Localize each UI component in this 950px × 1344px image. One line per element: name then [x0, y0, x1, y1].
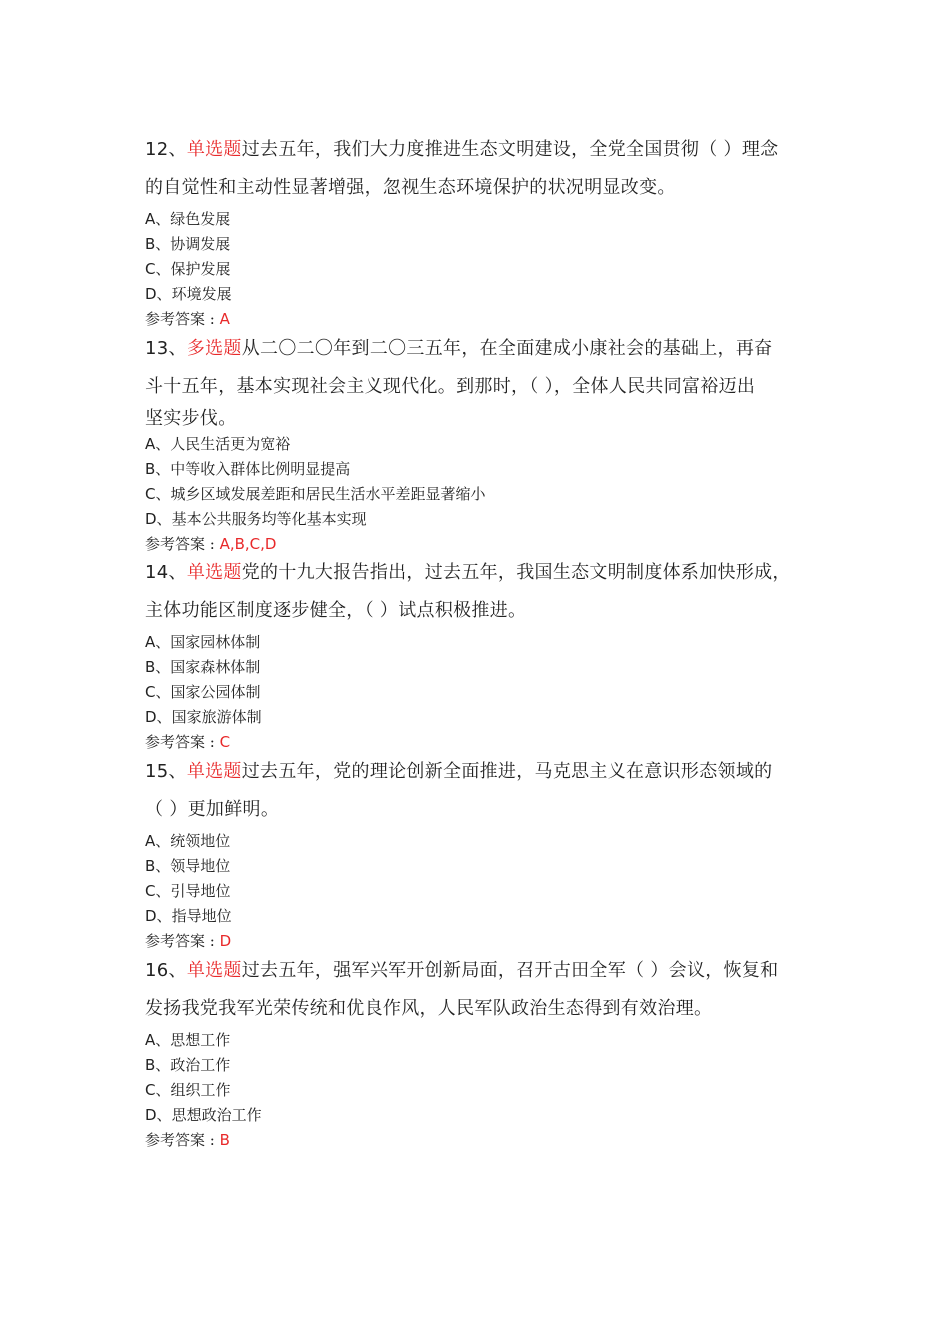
question-number: 16、: [145, 960, 187, 981]
option-letter: A、: [145, 210, 171, 228]
option-text: 国家森林体制: [170, 658, 261, 676]
option-letter: D、: [145, 510, 172, 528]
option-d: [145, 507, 815, 532]
answer-value: C: [219, 733, 231, 751]
option-letter: B、: [145, 857, 171, 875]
question-stem-cont: [145, 990, 815, 1028]
option-text: 引导地位: [170, 882, 231, 900]
option-b: [145, 232, 815, 257]
question-type: 单选题: [186, 562, 242, 583]
answer-label: 参考答案 :: [145, 932, 220, 950]
option-text: 城乡区域发展差距和居民生活水平差距显著缩小: [170, 485, 486, 503]
stem-line: 坚实步伐。: [145, 408, 237, 429]
stem-line: （ ）更加鲜明。: [145, 799, 280, 820]
option-b: [145, 457, 815, 482]
option-d: [145, 904, 815, 929]
option-text: 思想政治工作: [171, 1106, 262, 1124]
question-12: [145, 131, 815, 332]
option-a: [145, 829, 815, 854]
option-a: [145, 432, 815, 457]
question-stem: [145, 753, 815, 791]
stem-line: 过去五年，我们大力度推进生态文明建设，全党全国贯彻（ ）理念: [241, 139, 779, 160]
question-stem-cont: [145, 368, 815, 406]
option-c: [145, 1078, 815, 1103]
question-type: 单选题: [186, 960, 242, 981]
option-text: 领导地位: [170, 857, 231, 875]
answer-value: B: [219, 1131, 230, 1149]
answer-label: 参考答案 :: [145, 535, 220, 553]
answer-line: [145, 307, 815, 332]
option-letter: A、: [145, 435, 171, 453]
option-a: [145, 630, 815, 655]
question-14: [145, 554, 815, 755]
stem-line: 过去五年，强军兴军开创新局面，召开古田全军（ ）会议，恢复和: [241, 960, 779, 981]
question-13: [145, 330, 815, 557]
question-type: 单选题: [186, 139, 242, 160]
answer-value: D: [219, 932, 232, 950]
question-number: 13、: [145, 338, 187, 359]
answer-line: [145, 929, 815, 954]
stem-line: 从二〇二〇年到二〇三五年，在全面建成小康社会的基础上，再奋: [241, 338, 773, 359]
question-type: 多选题: [186, 338, 242, 359]
option-letter: A、: [145, 832, 171, 850]
option-letter: D、: [145, 285, 172, 303]
question-number: 12、: [145, 139, 187, 160]
option-text: 国家园林体制: [170, 633, 261, 651]
option-b: [145, 854, 815, 879]
answer-label: 参考答案 :: [145, 733, 220, 751]
option-text: 政治工作: [170, 1056, 231, 1074]
option-b: [145, 655, 815, 680]
stem-line: 发扬我党我军光荣传统和优良作风，人民军队政治生态得到有效治理。: [145, 998, 713, 1019]
option-d: [145, 705, 815, 730]
option-c: [145, 879, 815, 904]
question-stem: [145, 330, 815, 368]
option-letter: A、: [145, 633, 171, 651]
question-stem-cont: [145, 406, 815, 432]
option-a: [145, 1028, 815, 1053]
question-stem-cont: [145, 791, 815, 829]
option-text: 国家旅游体制: [171, 708, 262, 726]
stem-line: 党的十九大报告指出，过去五年，我国生态文明制度体系加快形成，: [241, 562, 791, 583]
option-text: 环境发展: [171, 285, 232, 303]
option-text: 统领地位: [170, 832, 231, 850]
question-stem-cont: [145, 169, 815, 207]
option-letter: B、: [145, 235, 171, 253]
option-letter: A、: [145, 1031, 171, 1049]
option-text: 思想工作: [170, 1031, 231, 1049]
answer-label: 参考答案 :: [145, 310, 220, 328]
question-stem-cont: [145, 592, 815, 630]
stem-line: 过去五年，党的理论创新全面推进，马克思主义在意识形态领域的: [241, 761, 773, 782]
stem-line: 主体功能区制度逐步健全，（ ）试点积极推进。: [145, 600, 527, 621]
option-text: 绿色发展: [170, 210, 231, 228]
option-letter: C、: [145, 882, 171, 900]
option-letter: B、: [145, 460, 171, 478]
option-c: [145, 257, 815, 282]
option-c: [145, 680, 815, 705]
answer-value: A,B,C,D: [219, 535, 277, 553]
question-number: 15、: [145, 761, 187, 782]
option-letter: C、: [145, 485, 171, 503]
question-stem: [145, 554, 815, 592]
option-letter: C、: [145, 260, 171, 278]
option-text: 国家公园体制: [170, 683, 261, 701]
question-stem: [145, 952, 815, 990]
option-letter: D、: [145, 907, 172, 925]
option-letter: B、: [145, 658, 171, 676]
answer-value: A: [219, 310, 230, 328]
option-c: [145, 482, 815, 507]
option-d: [145, 1103, 815, 1128]
option-text: 组织工作: [170, 1081, 231, 1099]
question-stem: [145, 131, 815, 169]
option-b: [145, 1053, 815, 1078]
answer-line: [145, 730, 815, 755]
question-16: [145, 952, 815, 1153]
option-text: 基本公共服务均等化基本实现: [171, 510, 367, 528]
option-text: 指导地位: [171, 907, 232, 925]
option-text: 保护发展: [170, 260, 231, 278]
stem-line: 的自觉性和主动性显著增强，忽视生态环境保护的状况明显改变。: [145, 177, 676, 198]
question-number: 14、: [145, 562, 187, 583]
option-letter: B、: [145, 1056, 171, 1074]
option-letter: D、: [145, 708, 172, 726]
stem-line: 斗十五年，基本实现社会主义现代化。到那时，（ ），全体人民共同富裕迈出: [145, 376, 756, 397]
option-a: [145, 207, 815, 232]
answer-line: [145, 1128, 815, 1153]
question-type: 单选题: [186, 761, 242, 782]
option-text: 协调发展: [170, 235, 231, 253]
answer-label: 参考答案 :: [145, 1131, 220, 1149]
option-letter: D、: [145, 1106, 172, 1124]
question-15: [145, 753, 815, 954]
option-d: [145, 282, 815, 307]
option-text: 人民生活更为宽裕: [170, 435, 291, 453]
option-text: 中等收入群体比例明显提高: [170, 460, 351, 478]
option-letter: C、: [145, 683, 171, 701]
option-letter: C、: [145, 1081, 171, 1099]
